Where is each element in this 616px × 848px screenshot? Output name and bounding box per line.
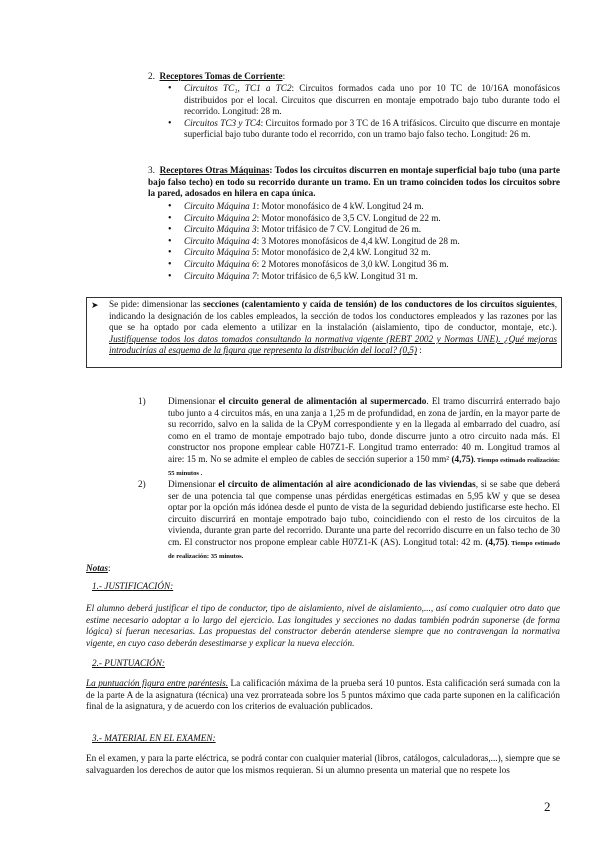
- list-item: [184, 118, 560, 141]
- score-badge: (4,75): [485, 536, 508, 547]
- list-item: [184, 259, 560, 271]
- list-item: [184, 271, 560, 283]
- list-item-label: Circuito Máquina 1: [184, 201, 257, 211]
- section-3: 3. Receptores Otras Máquinas: Todos los circuitos discurren en montaje superficial bajo tubo (una parte bajo falso techo) en todo su recorrido durante un tramo. En un tramo coinciden todos los circuitos sobre la pared, adosados en hilera en capa única.: [148, 165, 561, 199]
- list-item: [184, 83, 560, 118]
- section-2-title: Receptores Tomas de Corriente: [159, 71, 283, 81]
- list-item-text: : Circuitos formado por 3 TC de 16 A trifásicos. Circuito que discurre en montaje superficial bajo tubo durante todo el recorrido, con un tramo bajo falso techo. Longitud: 26 m.: [184, 117, 560, 140]
- list-item-text: : 3 Motores monofásicos de 4,4 kW. Longitud de 28 m.: [256, 235, 460, 246]
- score-badge: (4,75): [451, 453, 474, 464]
- list-item-label: Circuito Máquina 5: [184, 247, 257, 258]
- list-item-text: : Motor monofásico de 2,4 kW. Longitud 32 m.: [256, 247, 431, 258]
- list-item-label: Circuitos TC₁, TC1 a TC2: [184, 83, 292, 93]
- section-3-intro: : Todos los circuitos discurren en montaje superficial bajo tubo (una parte bajo falso techo) en todo su recorrido durante un tramo. En un tramo coinciden todos los circuitos sobre la pared, adosados en hilera en capa única.: [148, 165, 561, 199]
- list-item-text: : Motor monofásico de 4 kW. Longitud 24 m.: [256, 201, 424, 211]
- note-3-text: En el examen, y para la parte eléctrica, se podrá contar con cualquier material (libros, catálogos, calculadoras,...), siempre que se salvaguarden los derechos de autor que los mismos requieran. Si un alumno presenta un material que no respete los: [86, 753, 560, 775]
- instruction-box: [86, 297, 562, 368]
- list-item-label: Circuito Máquina 4: [184, 235, 257, 246]
- note-1-title: 1.- JUSTIFICACIÓN:: [92, 581, 174, 591]
- list-item: [184, 213, 560, 225]
- note-2-text: La puntuación figura entre paréntesis. La calificación máxima de la prueba será 10 puntos. Esta calificación será sumada con la de la parte A de la asignatura (técnica) una vez prorrateada sobre los 5 puntos máximo que cada parte suponen en la calificación final de la asignatura, y de acuerdo con los criterios de evaluación publicados.: [86, 678, 561, 712]
- page-number: 2: [544, 799, 551, 814]
- note-3-title: 3.- MATERIAL EN EL EXAMEN:: [92, 733, 216, 743]
- list-item-label: Circuito Máquina 6: [184, 258, 257, 269]
- list-item: [184, 201, 560, 213]
- question-2: 2) Dimensionar el circuito de alimentación al aire acondicionado de las viviendas, si se sabe que deberá ser de una potencia tal que compense unas pérdidas energéticas estimadas en 5,95 kW y que se desea optar por la opción más idónea desde el punto de vista de la seguridad debiendo justificarse este hecho. El circuito discurrirá en montaje empotrado bajo tubo, coincidiendo con el resto de los circuitos de la vivienda, durante gran parte del recorrido. Durante una parte del recorrido discurre en un falso techo de 30 cm. El constructor nos propone emplear cable H07Z1-K (AS). Longitud total: 42 m. (4,75). Tiempo estimado de realización: 35 minutos.: [138, 479, 560, 560]
- section-2-list: [184, 83, 560, 141]
- question-1: 1) Dimensionar el circuito general de alimentación al supermercado. El tramo discurrirá enterrado bajo tubo junto a 4 circuitos más, en una zanja a 1,25 m de profundidad, en zona de jardín, en la mayor parte de su recorrido, salvo en la salida de la CPyM correspondiente y en la llegada al embarrado del cuadro, así como en el tramo de montaje empotrado bajo tubo, donde discurre junto a otro circuito nada más. El constructor nos propone emplear cable H07Z1-F. Longitud tramo enterrado: 40 m. Longitud tramos al aire: 15 m. No se admite el empleo de cables de sección superior a 150 mm² (4,75). Tiempo estimado realización: 55 minutos .: [138, 396, 560, 477]
- section-3-list: [184, 201, 560, 282]
- list-item-text: : Motor monofásico de 3,5 CV. Longitud de 22 m.: [256, 212, 441, 223]
- list-item-label: Circuitos TC3 y TC4: [184, 117, 261, 128]
- list-item-label: Circuito Máquina 7: [184, 270, 257, 281]
- note-2-title: 2.- PUNTUACIÓN:: [92, 658, 165, 668]
- notes-title: Notas:: [86, 563, 111, 573]
- list-item-text: : Motor trifásico de 7 CV. Longitud de 26 m.: [256, 224, 422, 235]
- arrow-icon: ➤: [91, 300, 99, 310]
- instruction-text: ➤ Se pide: dimensionar las secciones (calentamiento y caída de tensión) de los conductores de los circuitos siguientes, indicando la designación de los cables empleados, la sección de todos los conductores empleados y las razones por las que se ha optado por cada elemento a utilizar en la instalación (aislamiento, tipo de conductor, montaje, etc.). Justifíquense todos los datos tomados consultando la normativa vigente (REBT 2002 y Normas UNE). ¿Qué mejoras introducirías al esquema de la figura que representa la distribución del local? (0,5) :: [91, 299, 557, 356]
- list-item: [184, 236, 560, 248]
- list-item-text: : Circuitos formados cada uno por 10 TC de 10/16A monofásicos distribuidos por el local. Circuitos que discurren en montaje empotrado bajo tubo durante todo el recorrido. Longitud: 28 m.: [184, 83, 560, 117]
- list-item-label: Circuito Máquina 2: [184, 212, 257, 223]
- list-item: [184, 247, 560, 259]
- section-2-heading: 2. Receptores Tomas de Corriente:: [148, 71, 286, 81]
- note-1-text: El alumno deberá justificar el tipo de conductor, tipo de aislamiento, nivel de aislamiento,..., así como cualquier otro dato que estime necesario adoptar a lo largo del ejercicio. Las longitudes y secciones no dadas también podrán suponerse (de forma lógica) si fueran necesarias. Las propuestas del constructor deberán atenderse siempre que no contravengan la normativa vigente, en cuyo caso deberán desestimarse y explicar la nueva elección.: [86, 603, 560, 648]
- list-item-label: Circuito Máquina 3: [184, 224, 257, 235]
- list-item: [184, 224, 560, 236]
- list-item-text: : Motor trifásico de 6,5 kW. Longitud 31 m.: [256, 270, 418, 281]
- section-3-title: Receptores Otras Máquinas: [159, 165, 270, 175]
- list-item-text: : 2 Motores monofásicos de 3,0 kW. Longitud 36 m.: [256, 258, 449, 269]
- section-2: [148, 71, 560, 83]
